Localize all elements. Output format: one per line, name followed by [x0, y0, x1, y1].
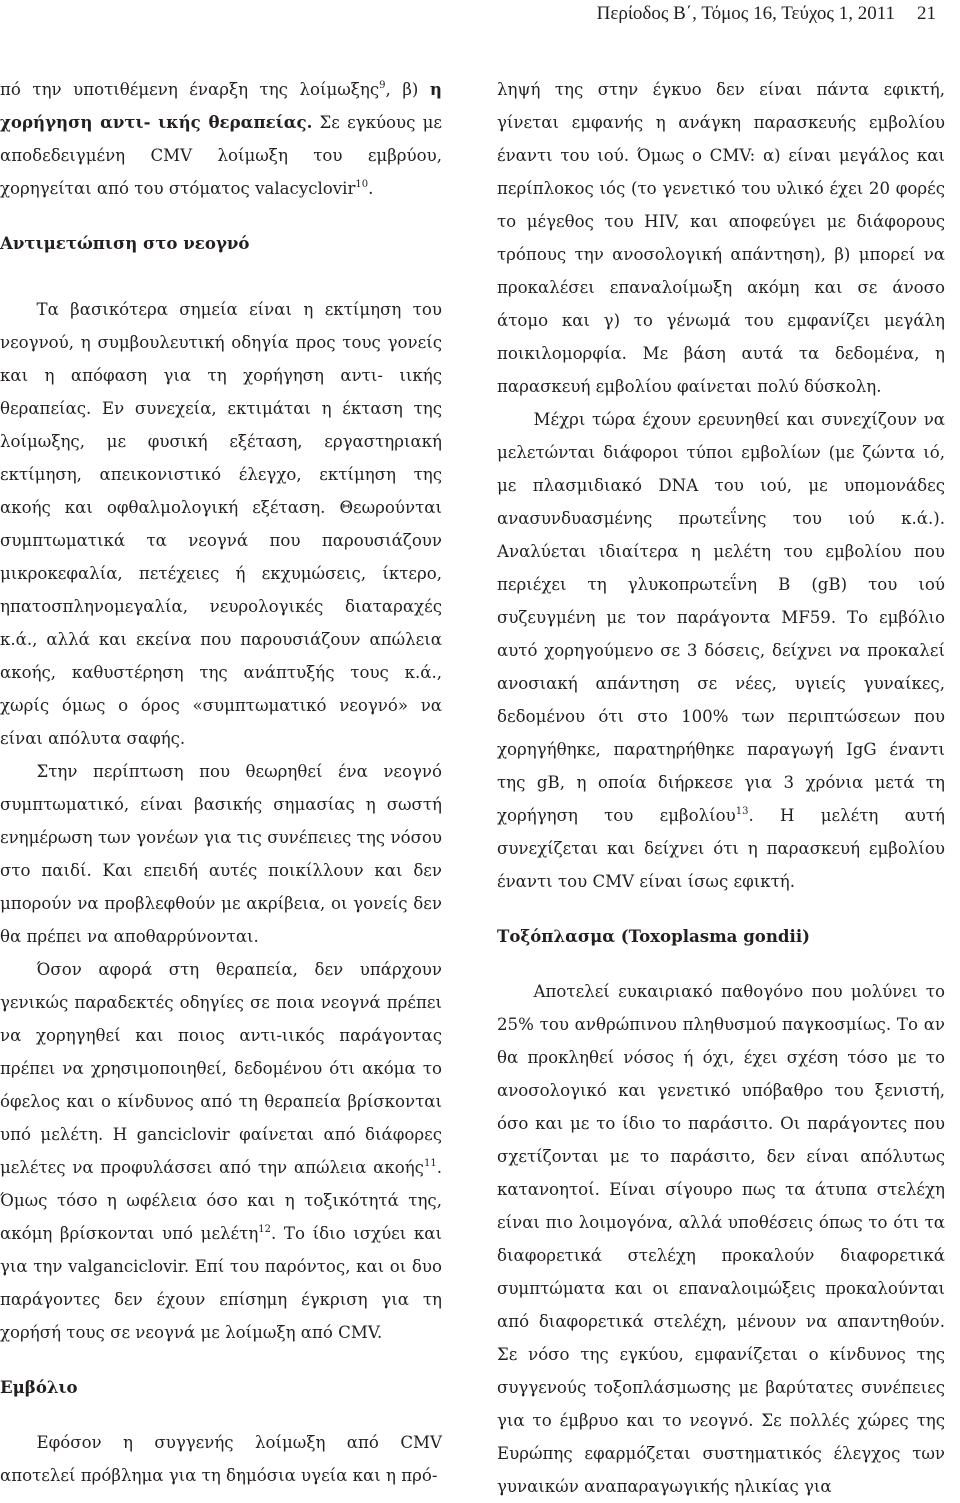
body-paragraph [0, 953, 442, 1349]
text-run: . Το ίδιο ισχύει και για την valganciclovir. Επί του παρόντος, και οι δυο παράγοντες δεν έχουν επίσημη έγκριση για τη χορήσή τους σε νεογνά με λοίμωξη από CMV. [0, 1224, 442, 1342]
page-number: 21 [917, 3, 936, 24]
text-run: Όσον αφορά στη θεραπεία, δεν υπάρχουν γενικώς παραδεκτές οδηγίες σε ποια νεογνά πρέπει να χορηγηθεί και ποιος αντι-ιικός παράγοντας πρέπει να χρησιμοποιηθεί, δεδομένου ότι ακόμα το όφελος και ο κίνδυνος από τη θεραπεία βρίσκονται υπό μελέτη. Η ganciclovir φαίνεται από διάφορες μελέτες να προφυλάσσει από την απώλεια ακοής [0, 960, 442, 1177]
journal-citation: Περίοδος Β΄, Τόμος 16, Τεύχος 1, 2011 [596, 3, 895, 24]
reference-marker: 11 [423, 1158, 437, 1169]
reference-marker: 13 [735, 806, 749, 817]
text-run: Μέχρι τώρα έχουν ερευνηθεί και συνεχίζουν να μελετώνται διάφοροι τύποι εμβολίων (με ζώντα ιό, με πλασμιδιακό DNA του ιού, με υπομονάδες ανασυνδυασμένης πρωτεΐνης του ιού κ.ά.). Αναλύεται ιδιαίτερα η μελέτη του εμβολίου που περιέχει τη γλυκοπρωτεΐνη B (gB) του ιού συζευγμένη με τον παράγοντα MF59. Το εμβόλιο αυτό χορηγούμενο σε 3 δόσεις, δείχνει να προκαλεί ανοσιακή απάντηση σε νέες, υγιείς γυναίκες, δεδομένου ότι στο 100% των περιπτώσεων που χορηγήθηκε, παρατηρήθηκε παραγωγή IgG έναντι της gB, η οποία διήρκεσε για 3 χρόνια μετά τη χορήγηση του εμβολίου [497, 410, 945, 825]
text-run: . Όμως τόσο η ωφέλεια όσο και η τοξικότητά της, ακόμη βρίσκονται υπό μελέτη [0, 1158, 442, 1243]
left-column [0, 73, 442, 1492]
bold-phrase: η χορήγηση αντι- ικής θεραπείας. [0, 79, 442, 132]
body-paragraph [497, 403, 945, 898]
text-run: . Η μελέτη αυτή συνεχίζεται και δείχνει ότι η παρασκευή εμβολίου έναντι του CMV είναι ίσως εφικτή. [497, 806, 945, 891]
right-column [497, 73, 945, 1503]
reference-marker: 9 [379, 80, 386, 91]
body-paragraph: Εφόσον η συγγενής λοίμωξη από CMV αποτελεί πρόβλημα για τη δημόσια υγεία και η πρό- [0, 1433, 442, 1485]
running-head [597, 2, 936, 26]
section-heading-neonate: Αντιμετώπιση στο νεογνό [0, 233, 250, 253]
reference-marker: 10 [355, 179, 369, 190]
text-run: . [368, 179, 374, 198]
text-run: , β) [385, 80, 430, 99]
body-paragraph: Στην περίπτωση που θεωρηθεί ένα νεογνό συμπτωματικό, είναι βασικής σημασίας η σωστή ενημέρωση των γονέων για τις συνέπειες της νόσου στο παιδί. Και επειδή αυτές ποικίλλουν και δεν μπορούν να προβλεφθούν με ακρίβεια, οι γονείς δεν θα πρέπει να αποθαρρύνονται. [0, 762, 442, 946]
reference-marker: 12 [258, 1224, 272, 1235]
body-paragraph: Τα βασικότερα σημεία είναι η εκτίμηση του νεογνού, η συμβουλευτική οδηγία προς τους γονείς και η απόφαση για τη χορήγηση αντι- ιικής θεραπείας. Εν συνεχεία, εκτιμάται η έκταση της λοίμωξης, με φυσική εξέταση, εργαστηριακή εκτίμηση, απεικονιστικό έλεγχο, εκτίμηση της ακοής και οφθαλμολογική εξέταση. Θεωρούνται συμπτωματικά τα νεογνά που παρουσιάζουν μικροκεφαλία, πετέχειες ή εκχυμώσεις, ίκτερο, ηπατοσπληνομεγαλία, νευρολογικές διαταραχές κ.ά., αλλά και εκείνα που παρουσιάζουν απώλεια ακοής, καθυστέρηση της ανάπτυξής τους κ.ά., χωρίς όμως ο όρος «συμπτωματικό νεογνό» να είναι απόλυτα σαφής. [0, 300, 442, 748]
body-paragraph: ληψή της στην έγκυο δεν είναι πάντα εφικτή, γίνεται εμφανής η ανάγκη παρασκευής εμβολίου έναντι του ιού. Όμως ο CMV: α) είναι μεγάλος και περίπλοκος ιός (το γενετικό του υλικό έχει 20 φορές το μέγεθος του HIV, και αποφεύγει με διάφορους τρόπους την ανοσολογική απάντηση), β) μπορεί να προκαλέσει επαναλοίμωξη ακόμη και σε άνοσο άτομο και γ) το γένωμά του εμφανίζει μεγάλη ποικιλομορφία. Με βάση αυτά τα δεδομένα, η παρασκευή εμβολίου φαίνεται πολύ δύσκολη. [497, 80, 945, 396]
section-heading-vaccine: Εμβόλιο [0, 1377, 78, 1397]
intro-paragraph [0, 73, 442, 205]
text-run: πό την υποτιθέμενη έναρξη της λοίμωξης [0, 80, 380, 99]
body-paragraph: Αποτελεί ευκαιριακό παθογόνο που μολύνει το 25% του ανθρώπινου πληθυσμού παγκοσμίως. Το αν θα προκληθεί νόσος ή όχι, έχει σχέση τόσο με το ανοσολογικό και γενετικό υπόβαθρο του ξενιστή, όσο και με το ίδιο το παράσιτο. Οι παράγοντες που σχετίζονται με το παράσιτο, δεν είναι απόλυτως κατανοητοί. Είναι σίγουρο πως τα άτυπα στελέχη είναι πιο λοιμογόνα, αλλά υποθέσεις όπως το ότι τα διαφορετικά στελέχη προκαλούν διαφορετικά συμπτώματα και οι επαναλοιμώξεις προκαλούνται από διαφορετικά στελέχη, μένουν να απαντηθούν. Σε νόσο της εγκύου, εμφανίζεται ο κίνδυνος της συγγενούς τοξοπλάσμωσης με βαρύτατες συνέπειες για το έμβρυο και το νεογνό. Σε πολλές χώρες της Ευρώπης εφαρμόζεται συστηματικός έλεγχος των γυναικών αναπαραγωγικής ηλικίας για [497, 982, 945, 1496]
section-heading-toxoplasma: Τοξόπλασμα (Toxoplasma gondii) [497, 926, 810, 946]
text-run: Σε εγκύους με αποδεδειγμένη CMV λοίμωξη του εμβρύου, χορηγείται από του στόματος valacyclovir [0, 113, 442, 198]
